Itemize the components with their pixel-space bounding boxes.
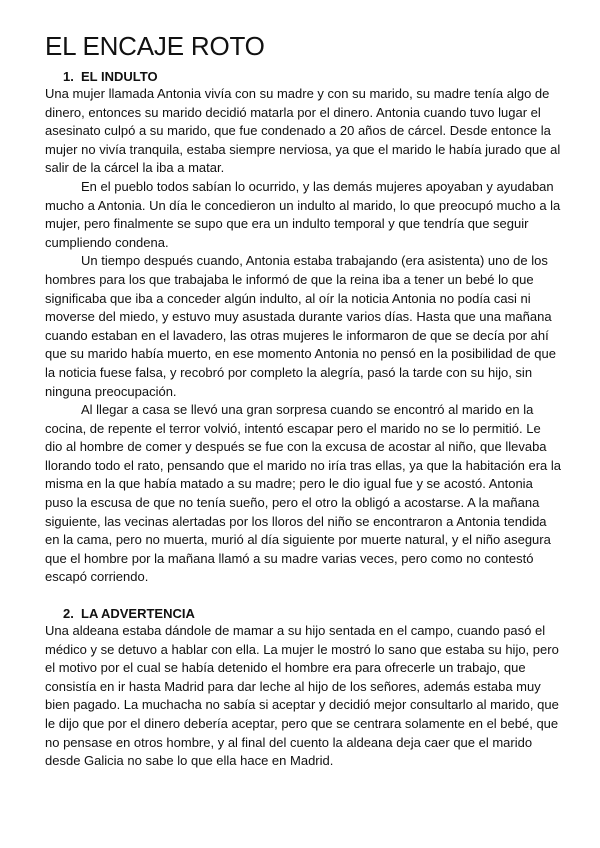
section-heading bbox=[45, 68, 561, 85]
section-spacer bbox=[45, 587, 561, 605]
paragraph: Al llegar a casa se llevó una gran sorpresa cuando se encontró al marido en la cocina, de repente el terror volvió, intentó escapar pero el marido no se lo permitió. Le dio al hombre de comer y después se fue con la excusa de acostar al niño, que llevaba llorando todo el rato, pensando que el marido no iría tras ellas, ya que la habitación era la misma en la que había matado a su madre; pero le dio igual fue y se acostó. Antonia puso la escusa de que no tenía sueño, pero el otro la obligó a acostarse. A la mañana siguiente, las vecinas alertadas por los lloros del niño se encontraron a Antonia tendida en la cama, pero no muerta, murió al día siguiente por muerte natural, y el niño asegura que el hombre por la mañana llamó a su madre varias veces, pero como no contestó escapó corriendo. bbox=[45, 402, 561, 585]
paragraph: Un tiempo después cuando, Antonia estaba trabajando (era asistenta) uno de los hombres para los que trabajaba le informó de que la reina iba a tener un bebé lo que significaba que iba a conceder algún indulto, al oír la noticia Antonia no podía casi ni moverse del miedo, y estuvo muy asustada durante varios días. Hasta que una mañana cuando estaban en el lavadero, las otras mujeres le informaron de que se decía por ahí que su marido había muerto, en ese momento Antonia no pensó en la posibilidad de que la noticia fuese falsa, y recobró por completo la alegría, pasó la tarde con su hijo, sin ninguna preocupación. bbox=[45, 253, 556, 399]
section-title: LA ADVERTENCIA bbox=[81, 606, 195, 622]
section-number: 1. bbox=[63, 69, 74, 84]
section-el-indulto bbox=[45, 68, 561, 587]
section-title: EL INDULTO bbox=[81, 69, 158, 84]
paragraph: Una aldeana estaba dándole de mamar a su hijo sentada en el campo, cuando pasó el médico y se detuvo a hablar con ella. La mujer le mostró lo sano que estaba su hijo, pero el motivo por el cual se había detenido el hombre era para ofrecerle un trabajo, que consistía en ir hasta Madrid para dar leche al hijo de los señores, además estaba muy bien pagado. La muchacha no sabía si aceptar y decidió mejor consultarlo al marido, que le dijo que por el dinero debería aceptar, pero que se centrara solamente en el bebé, que no pensase en otros hombre, y al final del cuento la aldeana deja caer que el marido desde Galicia no sabe lo que ella hace en Madrid. bbox=[45, 623, 559, 769]
paragraph: Una mujer llamada Antonia vivía con su madre y con su marido, su madre tenía algo de dinero, entonces su marido decidió matarla por el dinero. Antonia cuando tuvo lugar el asesinato culpó a su marido, que fue condenado a 20 años de cárcel. Desde entonce la mujer no vivía tranquila, estaba siempre nerviosa, ya que el marido le había jurado que al salir de la cárcel la iba a matar. bbox=[45, 86, 561, 176]
section-la-advertencia bbox=[45, 605, 561, 771]
section-heading bbox=[45, 605, 561, 622]
paragraph: En el pueblo todos sabían lo ocurrido, y las demás mujeres apoyaban y ayudaban mucho a Antonia. Un día le concedieron un indulto al marido, lo que preocupó mucho a la mujer, pero finalmente se supo que era un indulto temporal y que tendría que seguir cumpliendo condena. bbox=[45, 178, 561, 250]
section-number: 2. bbox=[63, 606, 74, 622]
document-title: EL ENCAJE ROTO bbox=[45, 31, 265, 61]
document-page bbox=[45, 30, 561, 771]
